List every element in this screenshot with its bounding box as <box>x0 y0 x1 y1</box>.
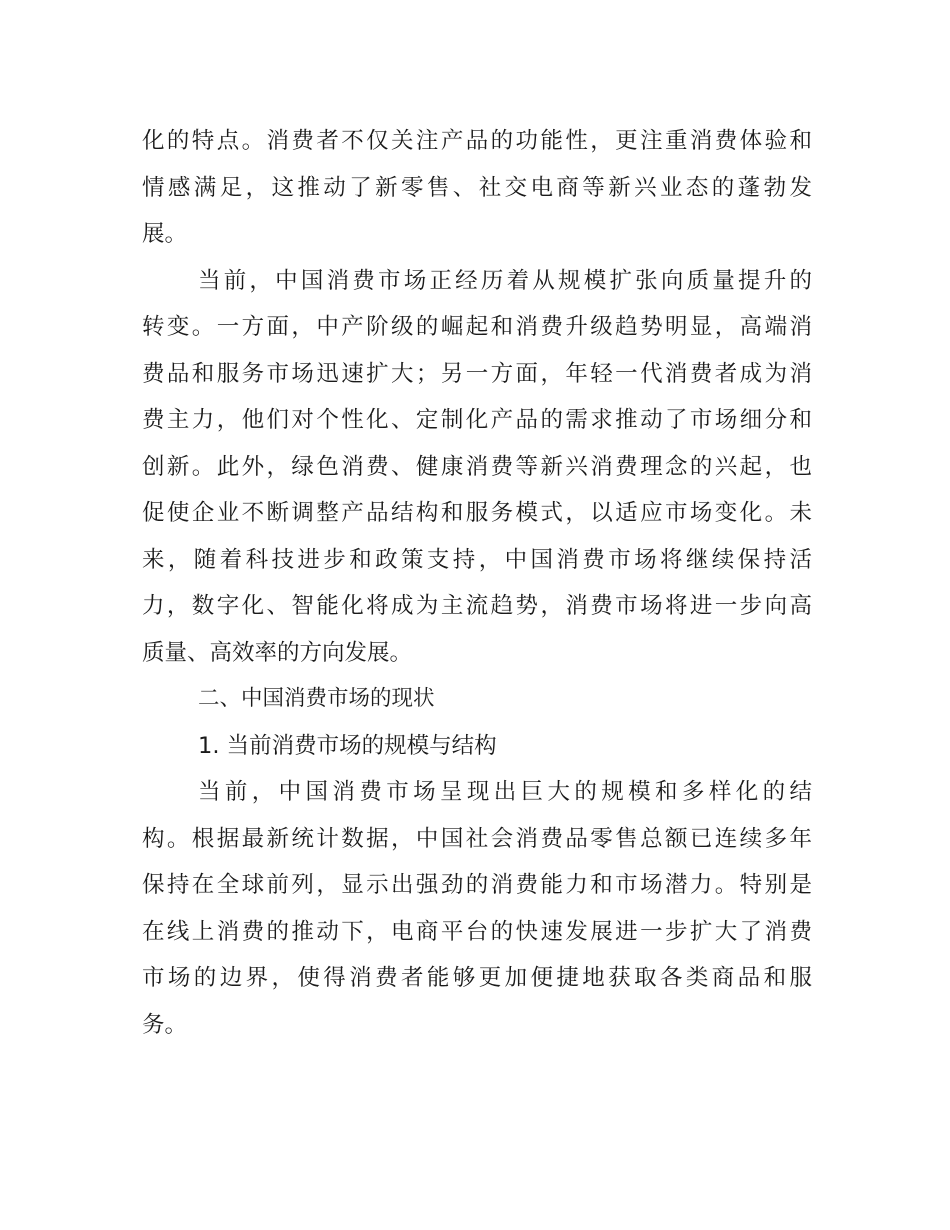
paragraph-2 <box>142 258 812 677</box>
text-line: 质量、高效率的方向发展。 <box>142 639 413 666</box>
text-line: 费品和服务市场迅速扩大；另一方面，年轻一代消费者成为消 <box>142 360 812 387</box>
section-heading: 二、中国消费市场的现状 <box>198 686 435 711</box>
paragraph-3 <box>142 769 812 1048</box>
text-line: 在线上消费的推动下，电商平台的快速发展进一步扩大了消费 <box>142 918 812 945</box>
text-line: 务。 <box>142 1011 188 1038</box>
text-line: 力，数字化、智能化将成为主流趋势，消费市场将进一步向高 <box>142 593 812 619</box>
text-line: 保持在全球前列，显示出强劲的消费能力和市场潜力。特别是 <box>142 872 812 898</box>
text-line: 费主力，他们对个性化、定制化产品的需求推动了市场细分和 <box>142 407 812 433</box>
text-line: 促使企业不断调整产品结构和服务模式，以适应市场变化。未 <box>142 500 812 526</box>
text-line: 情感满足，这推动了新零售、社交电商等新兴业态的蓬勃发 <box>142 174 812 201</box>
text-line: 来，随着科技进步和政策支持，中国消费市场将继续保持活 <box>142 546 812 573</box>
text-line: 市场的边界，使得消费者能够更加便捷地获取各类商品和服 <box>142 965 812 991</box>
text-line: 创新。此外，绿色消费、健康消费等新兴消费理念的兴起，也 <box>142 453 812 480</box>
subsection-heading: 1. 当前消费市场的规模与结构 <box>198 732 497 759</box>
paragraph-1 <box>142 118 812 258</box>
text-line: 当前，中国消费市场正经历着从规模扩张向质量提升的 <box>198 267 812 294</box>
text-line: 转变。一方面，中产阶级的崛起和消费升级趋势明显，高端消 <box>142 314 812 340</box>
text-line: 构。根据最新统计数据，中国社会消费品零售总额已连续多年 <box>142 825 812 852</box>
text-line: 化的特点。消费者不仅关注产品的功能性，更注重消费体验和 <box>142 128 812 154</box>
text-line: 展。 <box>142 221 188 247</box>
text-line: 当前，中国消费市场呈现出巨大的规模和多样化的结 <box>198 779 812 805</box>
document-body <box>142 118 812 1048</box>
